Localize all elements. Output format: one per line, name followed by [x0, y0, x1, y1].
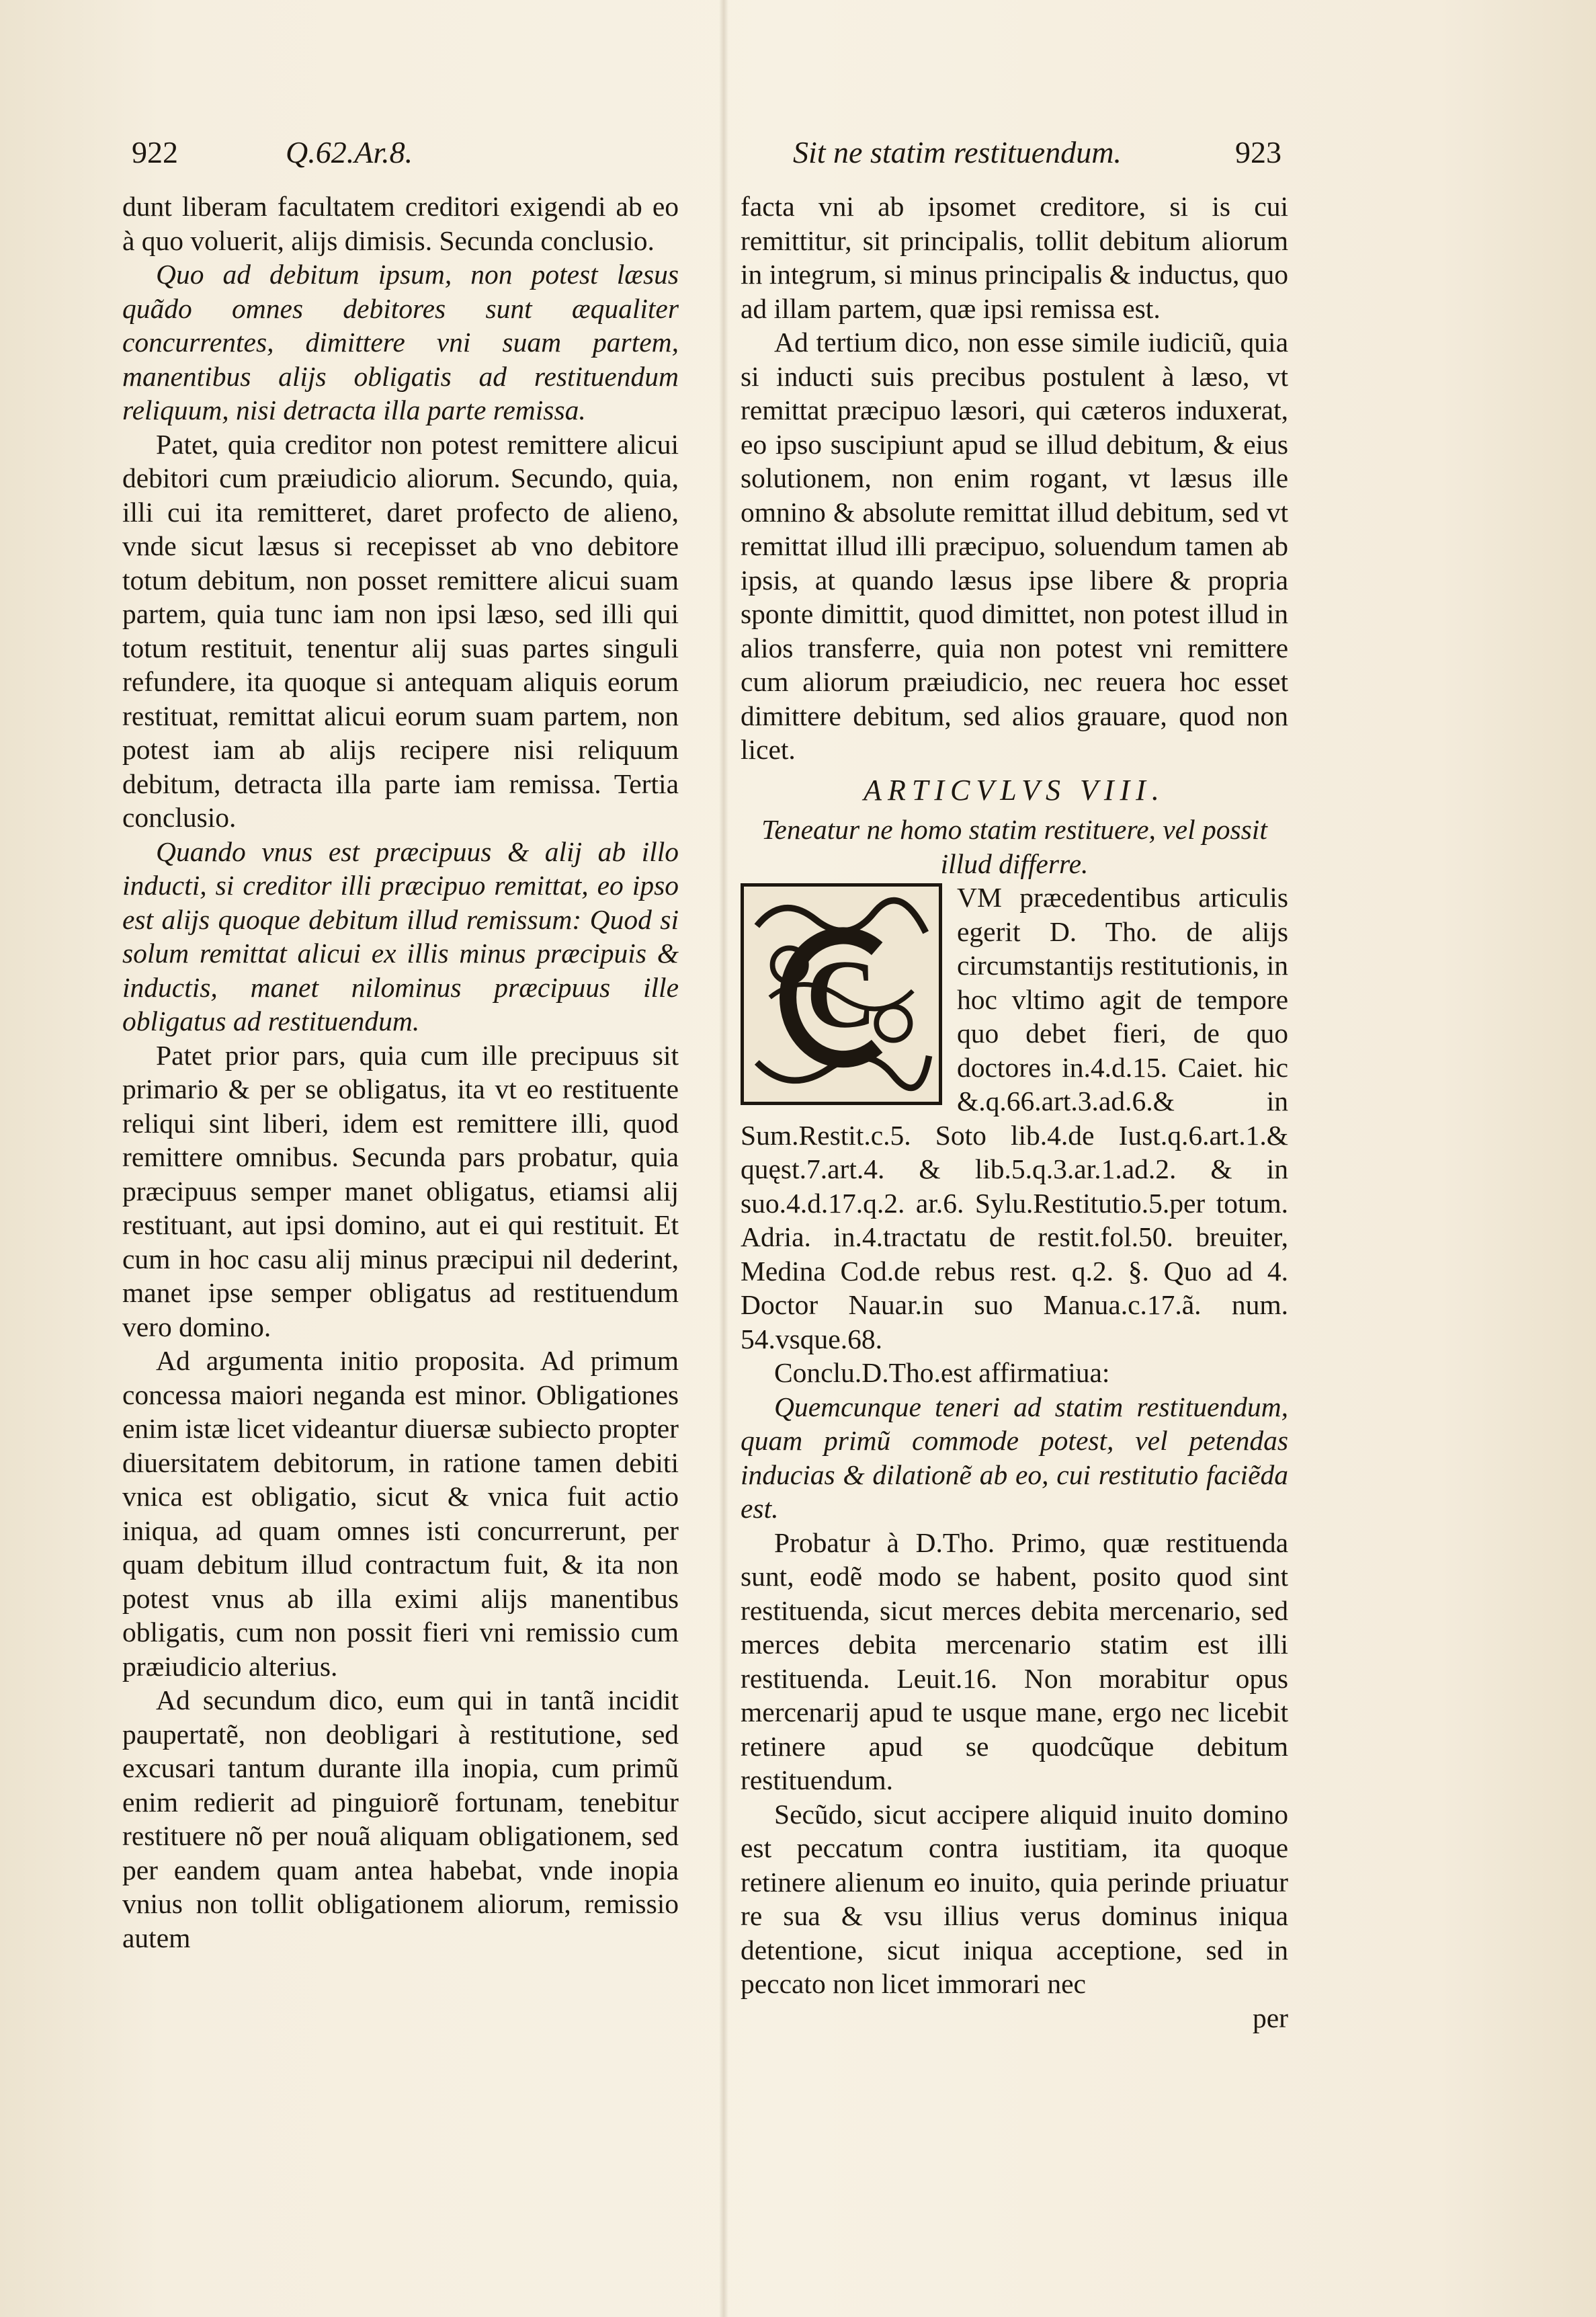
svg-text:C: C: [806, 940, 877, 1049]
paragraph: Ad argumenta initio proposita. Ad primum concessa maiori neganda est minor. Obligationes enim istæ licet videantur diuersæ subiecto propter diuersitatem debitorum, in ratione tamen debiti vnica est obligatio, sicut & vnica fuit actio iniqua, ad quam omnes isti concurrerunt, per quam debitum illud contractum fuit, & ita non potest vnus ab illa eximi alijs manentibus obligatis, cum non possit fieri vni remissio cum præiudicio alterius.: [122, 1345, 679, 1682]
conclusion-italic: Quo ad debitum ipsum, non potest læsus quãdo omnes debitores sunt æqualiter concurrentes, dimittere vni suam partem, manentibus alijs obligatis ad restituendum reliquum, nisi detracta illa parte remissa.: [122, 259, 679, 425]
right-column: [741, 190, 1288, 2035]
article-opening: [741, 881, 1288, 1356]
left-running-head: Q.62.Ar.8.: [286, 135, 413, 169]
paragraph: Ad tertium dico, non esse simile iudiciũ, quia si inducti suis precibus postulent à læso, vt remittat præcipuo læsori, qui cæteros induxerat, eo ipso suscipiunt apud se illud debitum, & eius solutionem, non enim rogant, vt læsus ille omnino & absolute remittat illud debitum, sed vt remittat illud illi præcipuo, soluendum tamen ab ipsis, at quando læsus ipse libere & propria sponte dimittit, quod dimittet, non potest illud in alios transferre, quia non potest vni remittere cum aliorum præiudicio, nec reuera hoc esset dimittere debitum, sed alios grauare, quod non licet.: [741, 327, 1288, 765]
decorated-initial-c: [741, 883, 942, 1105]
right-running-head: Sit ne statim restituendum.: [793, 135, 1122, 169]
conclusion-italic: Quando vnus est præcipuus & alij ab illo inducti, si creditor illi præcipuo remittat, eo ipso est alijs quoque debitum illud remissum: Quod si solum remittat alicui ex illis minus præcipuis & inductis, manet nilominus præcipuus ille obligatus ad restituendum.: [122, 836, 679, 1036]
left-column: [122, 190, 679, 1955]
catchword: per: [1253, 2002, 1288, 2033]
right-page-number: 923: [1235, 135, 1282, 169]
paragraph: Secũdo, sicut accipere aliquid inuito domino est peccatum contra iustitiam, ita quoque retinere alienum eo inuito, quia perinde priuatur re sua & vsu illius verus dominus iniqua detentione, sicut iniqua acceptione, sed in peccato non licet immorari nec: [741, 1798, 1288, 1999]
paragraph: VM præcedentibus articulis egerit D. Tho. de alijs circumstantijs restitutionis, in hoc vltimo agit de tempore quo debet fieri, de quo doctores in.4.d.15. Caiet. hic &.q.66.art.3.ad.6.& in Sum.Restit.c.5. Soto lib.4.de Iust.q.6.art.1.& quęst.7.art.4. & lib.5.q.3.ar.1.ad.2. & in suo.4.d.17.q.2. ar.6. Sylu.Restitutio.5.per totum. Adria. in.4.tractatu de restit.fol.50. breuiter, Medina Cod.de rebus rest. q.2. §. Quo ad 4. Doctor Nauar.in suo Manua.c.17.ã. num. 54.vsque.68.: [741, 882, 1288, 1354]
ornament-icon: [744, 887, 939, 1102]
paragraph: Probatur à D.Tho. Primo, quæ restituenda sunt, eodẽ modo se habent, posito quod sint restituenda, sicut merces debita mercenario, sed merces debita mercenario statim est illi restituenda. Leuit.16. Non morabitur opus mercenarij apud te usque mane, ergo nec licebit retinere apud se quodcũque debitum restituendum.: [741, 1527, 1288, 1795]
paragraph: Patet prior pars, quia cum ille precipuus sit primario & per se obligatus, ita vt eo restituente reliqui sint liberi, idem est remittere illi, quod remittere omnibus. Secunda pars probatur, quia præcipuus semper manet obligatus, etiamsi alij restituant, aut ipsi domino, aut ei qui restituit. Et cum in hoc casu alij minus præcipui nil dederint, manet ipse semper obligatus ad restituendum vero domino.: [122, 1039, 679, 1342]
conclusion-italic: Quemcunque teneri ad statim restituendum, quam primũ commode potest, vel petendas inducias & dilationẽ ab eo, cui restitutio faciẽda est.: [741, 1391, 1288, 1524]
left-page-number: 922: [132, 135, 178, 169]
paragraph: Ad secundum dico, eum qui in tantã incidit paupertatẽ, non deobligari à restitutione, sed excusari tantum durante illa inopia, cum primũ enim redierit ad pinguiorẽ fortunam, tenebitur restituere nõ per nouã aliquam obligationem, sed per eandem quam antea habebat, vnde inopia vnius non tollit obligationem aliorum, remissio autem: [122, 1684, 679, 1953]
article-question: Teneatur ne homo statim restituere, vel possit illud differre.: [761, 814, 1267, 879]
paragraph: Patet, quia creditor non potest remittere alicui debitori cum præiudicio aliorum. Secundo, quia, illi cui ita remitteret, daret profecto de alieno, vnde sicut læsus si recepisset ab vno debitore totum debitum, non posset remittere alicui suam partem, quia tunc iam non ipsi læso, sed illi qui totum restituit, tenentur alij suas partes singuli refundere, ita quoque si antequam aliquis eorum restituat, remittat alicui eorum suam partem, non potest iam ab alijs recipere nisi reliquum debitum, detracta illa parte iam remissa. Tertia conclusio.: [122, 428, 679, 833]
page-gutter: [719, 0, 728, 2317]
paragraph: facta vni ab ipsomet creditore, si is cui remittitur, sit principalis, tollit debitum aliorum in integrum, si minus principalis & inductus, quo ad illam partem, quæ ipsi remissa est.: [741, 191, 1288, 324]
article-heading: ARTICVLVS VIII.: [864, 773, 1165, 807]
paragraph: Conclu.D.Tho.est affirmatiua:: [774, 1357, 1110, 1388]
paragraph: dunt liberam facultatem creditori exigendi ab eo à quo voluerit, alijs dimisis. Secunda conclusio.: [122, 191, 679, 256]
